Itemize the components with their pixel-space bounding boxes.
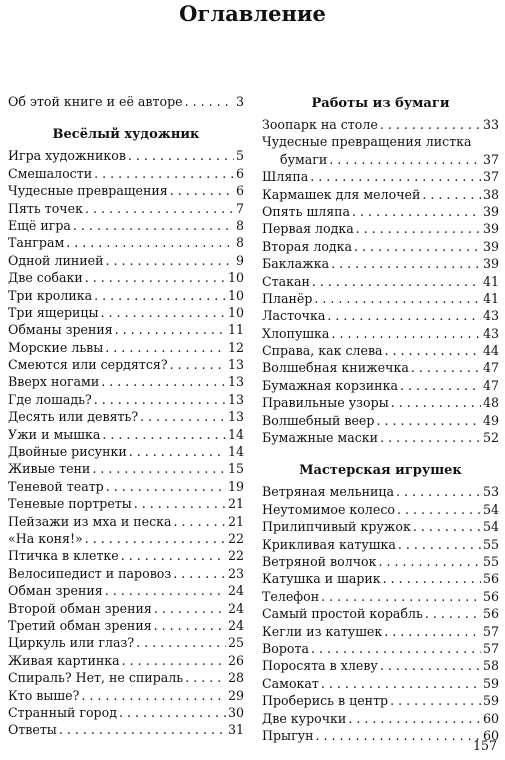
toc-entry-page: 3 <box>235 94 244 109</box>
toc-entry <box>8 426 244 443</box>
dot-leader <box>105 252 234 269</box>
toc-entry-page: 22 <box>227 530 244 546</box>
dot-leader <box>425 605 481 622</box>
dot-leader <box>85 269 226 286</box>
toc-entry-page: 30 <box>227 704 244 720</box>
toc-entry-text: Кто выше? <box>8 687 80 703</box>
toc-entry-page: 24 <box>227 617 244 633</box>
toc-entry <box>262 186 499 203</box>
dot-leader <box>312 273 481 290</box>
toc-entry <box>8 182 244 199</box>
toc-entry-page: 15 <box>227 461 244 477</box>
dot-leader <box>115 321 226 338</box>
dot-leader <box>85 200 234 217</box>
toc-entry-page: 26 <box>227 652 244 668</box>
toc-entry <box>8 565 244 582</box>
toc-entry <box>8 269 244 286</box>
toc-entry-text: Опять шляпа <box>262 203 351 219</box>
dot-leader <box>185 669 226 686</box>
toc-entry-page: 39 <box>482 238 499 254</box>
dot-leader <box>154 617 226 634</box>
toc-entry-text: Проберись в центр <box>262 693 389 709</box>
toc-entry <box>8 617 244 634</box>
dot-leader <box>94 287 226 304</box>
toc-entry-page: 28 <box>227 670 244 686</box>
toc-entry-text: Ветряной волчок <box>262 553 377 569</box>
toc-entry-page: 39 <box>482 203 499 219</box>
dot-leader <box>390 692 481 709</box>
dot-leader <box>173 565 226 582</box>
toc-entry-page: 14 <box>227 444 244 460</box>
toc-entry-page: 10 <box>227 304 244 320</box>
toc-list-toys <box>262 483 499 744</box>
toc-entry-page: 13 <box>227 409 244 425</box>
toc-entry <box>262 536 499 553</box>
toc-entry-text: Танграм <box>8 235 65 251</box>
dot-leader <box>310 168 481 185</box>
toc-entry-page: 29 <box>227 687 244 703</box>
toc-entry-text: Где лошадь? <box>8 391 92 407</box>
dot-leader <box>400 377 481 394</box>
toc-entry-text: Две собаки <box>8 270 83 286</box>
toc-entry-text: Баклажка <box>262 256 330 272</box>
dot-leader <box>170 356 226 373</box>
toc-entry <box>262 412 499 429</box>
toc-entry <box>262 377 499 394</box>
toc-entry <box>8 478 244 495</box>
toc-entry-text: Птичка в клетке <box>8 548 119 564</box>
page-number: 157 <box>472 738 497 753</box>
toc-entry-text: Самый простой корабль <box>262 606 423 622</box>
toc-entry <box>8 304 244 321</box>
toc-entry-page: 43 <box>482 325 499 341</box>
toc-list-artist <box>8 147 244 738</box>
dot-leader <box>391 394 481 411</box>
toc-entry-page: 55 <box>482 536 499 552</box>
toc-entry <box>262 359 499 376</box>
toc-entry-text: Прилипчивый кружок <box>262 519 411 535</box>
dot-leader <box>413 518 481 535</box>
toc-entry-text: Поросята в хлеву <box>262 658 378 674</box>
toc-entry-text: Смешалости <box>8 165 93 181</box>
toc-entry-text: Вверх ногами <box>8 374 100 390</box>
toc-entry-text: Три кролика <box>8 287 93 303</box>
dot-leader <box>81 687 226 704</box>
spacer <box>8 110 244 124</box>
toc-entry-text: Три ящерицы <box>8 304 99 320</box>
toc-entry-text: Неутомимое колесо <box>262 501 395 517</box>
toc-entry-text: Волшебная книжечка <box>262 360 409 376</box>
toc-entry-page: 9 <box>235 252 244 268</box>
toc-entry <box>8 391 244 408</box>
toc-column-left <box>8 93 244 739</box>
toc-entry-page: 56 <box>482 571 499 587</box>
toc-entry <box>262 394 499 411</box>
dot-leader <box>327 307 481 324</box>
dot-leader <box>376 412 481 429</box>
toc-entry-page: 8 <box>235 235 244 251</box>
toc-entry-text: Десять или девять? <box>8 409 139 425</box>
toc-entry-page: 24 <box>227 600 244 616</box>
toc-entry <box>8 321 244 338</box>
toc-entry-page: 7 <box>235 200 244 216</box>
toc-entry-text: Живые тени <box>8 461 91 477</box>
toc-entry-page: 54 <box>482 501 499 517</box>
toc-entry <box>262 203 499 220</box>
toc-entry-text: Спираль? Нет, не спираль <box>8 670 184 686</box>
toc-entry <box>8 165 244 182</box>
toc-entry-page: 39 <box>482 221 499 237</box>
toc-entry <box>262 692 499 709</box>
toc-entry-page: 31 <box>227 722 244 738</box>
toc-entry-page: 39 <box>482 256 499 272</box>
toc-entry-text: Двойные рисунки <box>8 444 127 460</box>
toc-entry <box>8 443 244 460</box>
dot-leader <box>73 217 234 234</box>
toc-entry-page: 11 <box>227 322 244 338</box>
toc-entry-text: Второй обман зрения <box>8 600 152 616</box>
toc-entry <box>262 255 499 272</box>
toc-entry <box>262 325 499 342</box>
dot-leader <box>134 495 226 512</box>
toc-entry-text: Пейзажи из мха и песка <box>8 513 172 529</box>
toc-entry-page: 47 <box>482 360 499 376</box>
toc-entry-text: Теневой театр <box>8 478 104 494</box>
toc-entry <box>8 652 244 669</box>
dot-leader <box>105 339 226 356</box>
toc-list-paper <box>262 116 499 446</box>
dot-leader <box>94 391 226 408</box>
dot-leader <box>122 652 226 669</box>
section-heading-artist: Весёлый художник <box>52 127 200 143</box>
toc-entry-page: 12 <box>227 339 244 355</box>
toc-entry-page: 10 <box>227 270 244 286</box>
toc-entry-text: Стакан <box>262 273 310 289</box>
dot-leader <box>379 553 481 570</box>
toc-entry <box>8 634 244 651</box>
toc-entry-page: 59 <box>482 675 499 691</box>
toc-entry-text: Игра художников <box>8 148 126 164</box>
toc-entry-page: 14 <box>227 426 244 442</box>
dot-leader <box>119 704 226 721</box>
toc-entry-page: 33 <box>482 117 499 132</box>
toc-entry <box>8 669 244 686</box>
toc-entry-page: 6 <box>235 165 244 181</box>
toc-entry-text: Правильные узоры <box>262 395 389 411</box>
dot-leader <box>321 675 481 692</box>
dot-leader <box>311 640 481 657</box>
toc-entry <box>262 570 499 587</box>
dot-leader <box>397 501 481 518</box>
toc-entry-text: Две курочки <box>262 710 347 726</box>
toc-entry <box>8 600 244 617</box>
toc-entry <box>8 547 244 564</box>
toc-entry-page: 57 <box>482 640 499 656</box>
dot-leader <box>385 342 481 359</box>
toc-entry-text: Смеются или сердятся? <box>8 357 168 373</box>
dot-leader <box>411 359 481 376</box>
dot-leader <box>384 623 481 640</box>
toc-entry-text: Первая лодка <box>262 221 354 237</box>
toc-entry-text: Пять точек <box>8 200 83 216</box>
toc-entry <box>8 200 244 217</box>
page-title: Оглавление <box>179 1 326 26</box>
toc-entry <box>262 429 499 446</box>
toc-entry <box>8 495 244 512</box>
toc-entry <box>262 220 499 237</box>
toc-entry <box>8 287 244 304</box>
toc-entry-page: 19 <box>227 478 244 494</box>
dot-leader <box>85 530 226 547</box>
dot-leader <box>140 408 226 425</box>
dot-leader <box>314 290 481 307</box>
toc-entry <box>262 605 499 622</box>
toc-entry-page: 47 <box>482 377 499 393</box>
toc-entry-page: 8 <box>235 217 244 233</box>
toc-entry <box>262 657 499 674</box>
dot-leader <box>129 443 226 460</box>
toc-entry-text: Крикливая катушка <box>262 536 396 552</box>
toc-entry <box>8 356 244 373</box>
toc-entry <box>8 373 244 390</box>
toc-entry <box>262 623 499 640</box>
toc-entry <box>262 588 499 605</box>
toc-entry <box>8 513 244 530</box>
toc-entry-page: 6 <box>235 183 244 199</box>
toc-entry-text: Обман зрения <box>8 583 103 599</box>
toc-entry <box>8 460 244 477</box>
dot-leader <box>398 536 481 553</box>
dot-leader <box>59 721 226 738</box>
dot-leader <box>356 220 481 237</box>
toc-entry <box>262 727 499 744</box>
spacer <box>262 446 499 460</box>
toc-entry <box>262 307 499 324</box>
dot-leader <box>66 234 234 251</box>
toc-entry-intro <box>8 93 244 110</box>
toc-entry-page: 43 <box>482 308 499 324</box>
toc-entry <box>262 710 499 727</box>
dot-leader <box>331 325 481 342</box>
toc-entry <box>8 721 244 738</box>
toc-entry <box>8 704 244 721</box>
toc-entry <box>262 518 499 535</box>
dot-leader <box>380 657 481 674</box>
toc-entry-page: 44 <box>482 343 499 359</box>
toc-entry-page: 37 <box>482 151 499 167</box>
toc-entry-page: 54 <box>482 519 499 535</box>
toc-entry-text: Кегли из катушек <box>262 623 383 639</box>
dot-leader <box>352 203 481 220</box>
toc-entry-page: 23 <box>227 565 244 581</box>
dot-leader <box>92 460 226 477</box>
toc-entry-page: 60 <box>482 727 499 743</box>
toc-entry-text: Телефон <box>262 588 320 604</box>
dot-leader <box>128 147 234 164</box>
toc-entry-text: Чудесные превращения листка <box>262 134 472 150</box>
toc-entry-text: «На коня!» <box>8 530 83 546</box>
toc-entry-text: Живая картинка <box>8 652 120 668</box>
toc-entry-text: Циркуль или глаз? <box>8 635 135 651</box>
dot-leader <box>383 570 481 587</box>
toc-entry <box>262 483 499 500</box>
toc-entry-text: Ответы <box>8 722 57 738</box>
dot-leader <box>396 483 481 500</box>
toc-entry-page: 5 <box>235 148 244 164</box>
toc-entry <box>262 116 499 133</box>
toc-entry <box>262 675 499 692</box>
dot-leader <box>348 710 481 727</box>
dot-leader <box>422 186 481 203</box>
toc-entry-text: Бумажные маски <box>262 430 379 446</box>
toc-entry-text: Бумажная корзинка <box>262 377 398 393</box>
toc-entry <box>262 342 499 359</box>
toc-entry <box>8 234 244 251</box>
toc-entry <box>262 273 499 290</box>
toc-entry-text: Прыгун <box>262 727 314 743</box>
toc-entry-text: Кармашек для мелочей <box>262 186 421 202</box>
toc-entry <box>262 238 499 255</box>
toc-entry-text: Обманы зрения <box>8 322 113 338</box>
toc-entry-text: Странный город <box>8 704 117 720</box>
toc-entry <box>262 553 499 570</box>
toc-entry-text: Ветряная мельница <box>262 484 395 500</box>
section-heading-paper: Работы из бумаги <box>311 96 450 111</box>
toc-entry <box>262 501 499 518</box>
toc-entry-page: 38 <box>482 186 499 202</box>
toc-entry-page: 52 <box>482 430 499 446</box>
toc-entry-text: Чудесные превращения <box>8 183 168 199</box>
toc-entry-text: Об этой книге и её авторе <box>8 94 183 109</box>
toc-entry-text: Волшебный веер <box>262 412 375 428</box>
toc-entry-text: Ласточка <box>262 308 326 324</box>
toc-entry <box>8 582 244 599</box>
dot-leader <box>329 151 481 168</box>
toc-entry-page: 13 <box>227 357 244 373</box>
toc-entry-text: Морские львы <box>8 339 104 355</box>
toc-entry-text: Третий обман зрения <box>8 617 152 633</box>
dot-leader <box>136 634 226 651</box>
toc-entry-page: 49 <box>482 412 499 428</box>
toc-entry <box>8 339 244 356</box>
toc-entry-text: Катушка и шарик <box>262 571 381 587</box>
toc-entry-text: Шляпа <box>262 169 309 185</box>
toc-entry <box>262 133 499 150</box>
toc-entry <box>262 640 499 657</box>
toc-entry-page: 53 <box>482 484 499 500</box>
toc-entry-page: 37 <box>482 169 499 185</box>
dot-leader <box>170 182 234 199</box>
dot-leader <box>106 478 226 495</box>
toc-entry <box>8 252 244 269</box>
dot-leader <box>154 600 226 617</box>
toc-entry-page: 10 <box>227 287 244 303</box>
toc-entry-text: Ещё игра <box>8 217 71 233</box>
toc-entry <box>8 217 244 234</box>
toc-entry-text: бумаги <box>280 151 328 167</box>
toc-entry-text: Теневые портреты <box>8 496 132 512</box>
toc-entry-page: 56 <box>482 588 499 604</box>
toc-entry-page: 60 <box>482 710 499 726</box>
toc-entry <box>8 147 244 164</box>
toc-entry-text: Ужи и мышка <box>8 426 101 442</box>
toc-entry-page: 59 <box>482 693 499 709</box>
toc-entry-page: 48 <box>482 395 499 411</box>
toc-entry <box>8 530 244 547</box>
toc-column-right <box>262 93 499 744</box>
dot-leader <box>105 582 226 599</box>
toc-entry-page: 21 <box>227 496 244 512</box>
toc-entry-page: 55 <box>482 553 499 569</box>
dot-leader <box>121 547 226 564</box>
dot-leader <box>331 255 481 272</box>
toc-entry <box>262 290 499 307</box>
toc-entry-page: 58 <box>482 658 499 674</box>
toc-entry-text: Вторая лодка <box>262 238 353 254</box>
toc-entry-page: 41 <box>482 290 499 306</box>
section-heading-toys: Мастерская игрушек <box>299 463 462 479</box>
toc-entry-text: Ворота <box>262 640 309 656</box>
toc-entry-page: 41 <box>482 273 499 289</box>
toc-entry-text: Планёр <box>262 290 313 306</box>
dot-leader <box>94 165 234 182</box>
dot-leader <box>102 426 226 443</box>
toc-entry-page: 22 <box>227 548 244 564</box>
toc-entry-page: 56 <box>482 606 499 622</box>
toc-entry-page: 57 <box>482 623 499 639</box>
toc-entry-text: Хлопушка <box>262 325 330 341</box>
dot-leader <box>101 373 226 390</box>
dot-leader <box>380 429 481 446</box>
toc-entry <box>262 168 499 185</box>
toc-entry <box>8 408 244 425</box>
toc-entry-page: 13 <box>227 391 244 407</box>
dot-leader <box>185 93 234 110</box>
dot-leader <box>101 304 226 321</box>
dot-leader <box>380 116 481 133</box>
toc-entry-continuation <box>262 151 499 168</box>
dot-leader <box>321 588 481 605</box>
toc-entry-page: 13 <box>227 374 244 390</box>
toc-entry-text: Самокат <box>262 675 319 691</box>
toc-entry-page: 21 <box>227 513 244 529</box>
toc-entry-text: Велосипедист и паровоз <box>8 565 172 581</box>
toc-entry-text: Зоопарк на столе <box>262 117 378 132</box>
toc-entry-text: Справа, как слева <box>262 343 383 359</box>
toc-entry-text: Одной линией <box>8 252 104 268</box>
dot-leader <box>354 238 481 255</box>
toc-entry <box>8 687 244 704</box>
dot-leader <box>315 727 480 744</box>
toc-entry-page: 24 <box>227 583 244 599</box>
toc-entry-page: 25 <box>227 635 244 651</box>
dot-leader <box>174 513 226 530</box>
